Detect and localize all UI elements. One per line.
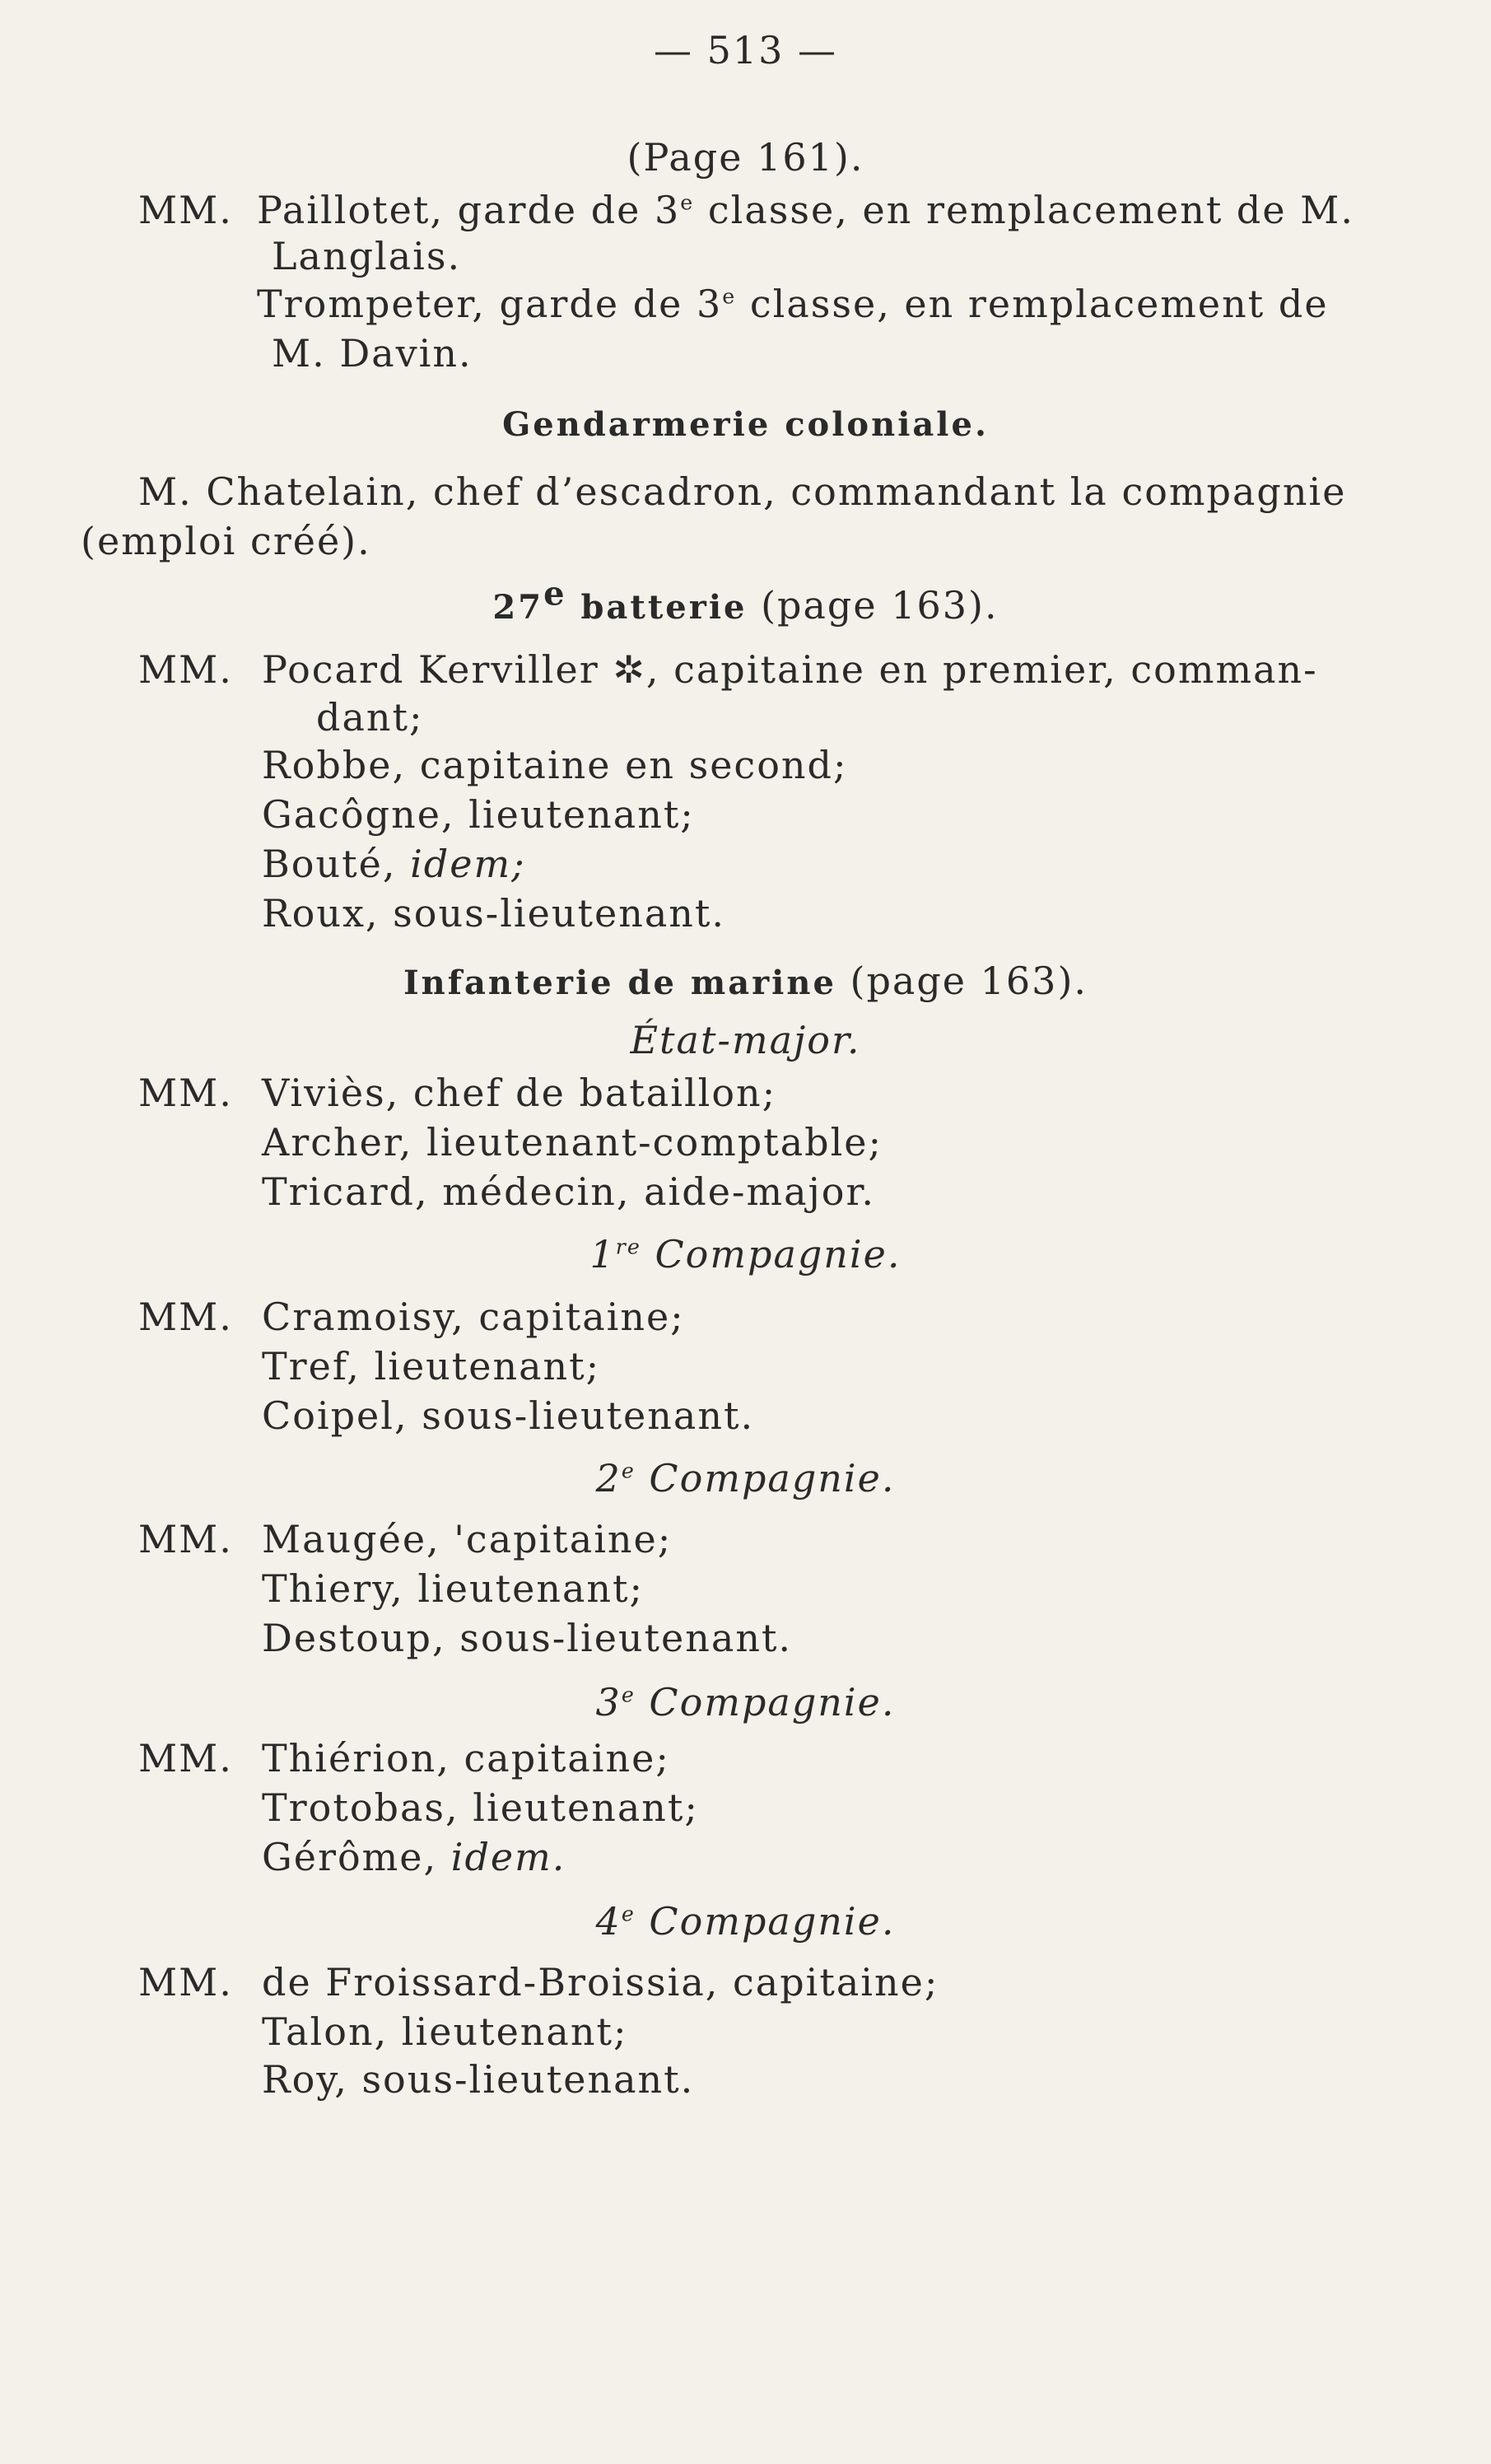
entry-coipel: Coipel, sous-lieutenant. bbox=[262, 1393, 755, 1438]
subheading-compagnie-3: 3e Compagnie. bbox=[595, 1680, 896, 1724]
mm-label: MM. bbox=[138, 1736, 233, 1780]
page-reference: (Page 161). bbox=[627, 135, 864, 180]
mm-label: MM. bbox=[138, 647, 233, 692]
entry-pocard: Pocard Kerviller ✲, capitaine en premier, comman- bbox=[262, 647, 1318, 692]
entry-chatelain: M. Chatelain, chef d’escadron, commandant la compagnie bbox=[138, 469, 1347, 514]
mm-label: MM. bbox=[138, 188, 233, 232]
entry-froissard-broissia: de Froissard-Broissia, capitaine; bbox=[262, 1960, 939, 2004]
entry-boute: Bouté, idem; bbox=[262, 842, 526, 886]
entry-roux: Roux, sous-lieutenant. bbox=[262, 891, 725, 936]
entry-robbe: Robbe, capitaine en second; bbox=[262, 743, 848, 787]
entry-gerome: Gérôme, idem. bbox=[262, 1835, 566, 1879]
entry-destoup: Destoup, sous-lieutenant. bbox=[262, 1616, 793, 1660]
subheading-compagnie-1: 1re Compagnie. bbox=[589, 1232, 902, 1276]
entry-thierion: Thiérion, capitaine; bbox=[262, 1736, 670, 1780]
mm-label: MM. bbox=[138, 1295, 233, 1339]
subheading-etat-major: État-major. bbox=[630, 1018, 861, 1062]
entry-roy: Roy, sous-lieutenant. bbox=[262, 2057, 695, 2102]
subheading-compagnie-2: 2e Compagnie. bbox=[595, 1456, 896, 1500]
entry-pocard-cont: dant; bbox=[316, 695, 424, 740]
entry-tref: Tref, lieutenant; bbox=[262, 1344, 601, 1388]
entry-chatelain-cont: (emploi créé). bbox=[81, 519, 371, 563]
subheading-compagnie-4: 4e Compagnie. bbox=[595, 1899, 896, 1944]
entry-cramoisy: Cramoisy, capitaine; bbox=[262, 1295, 685, 1339]
entry-thiery: Thiery, lieutenant; bbox=[262, 1566, 644, 1611]
entry-trompeter: Trompeter, garde de 3e classe, en remplacement de bbox=[257, 282, 1329, 326]
entry-paillotet: Paillotet, garde de 3e classe, en remplacement de M. bbox=[257, 188, 1354, 232]
entry-švivies: Viviès, chef de bataillon; bbox=[262, 1071, 777, 1115]
section-heading-infanterie: Infanterie de marine (page 163). bbox=[403, 959, 1088, 1003]
entry-trotobas: Trotobas, lieutenant; bbox=[262, 1785, 699, 1830]
mm-label: MM. bbox=[138, 1071, 233, 1115]
entry-gacogne: Gacôgne, lieutenant; bbox=[262, 792, 695, 837]
entry-archer: Archer, lieutenant-comptable; bbox=[262, 1120, 883, 1164]
section-heading-batterie: 27e batterie (page 163). bbox=[492, 574, 999, 628]
mm-label: MM. bbox=[138, 1517, 233, 1561]
entry-tricard: Tricard, médecin, aide-major. bbox=[262, 1169, 876, 1214]
section-heading-gendarmerie: Gendarmerie coloniale. bbox=[502, 405, 989, 444]
entry-talon: Talon, lieutenant; bbox=[262, 2009, 628, 2054]
mm-label: MM. bbox=[138, 1960, 233, 2004]
entry-trompeter-cont: M. Davin. bbox=[272, 331, 473, 376]
entry-maugee: Maugée, 'capitaine; bbox=[262, 1517, 673, 1561]
page-number: — 513 — bbox=[653, 28, 838, 72]
entry-paillotet-cont: Langlais. bbox=[272, 234, 462, 278]
